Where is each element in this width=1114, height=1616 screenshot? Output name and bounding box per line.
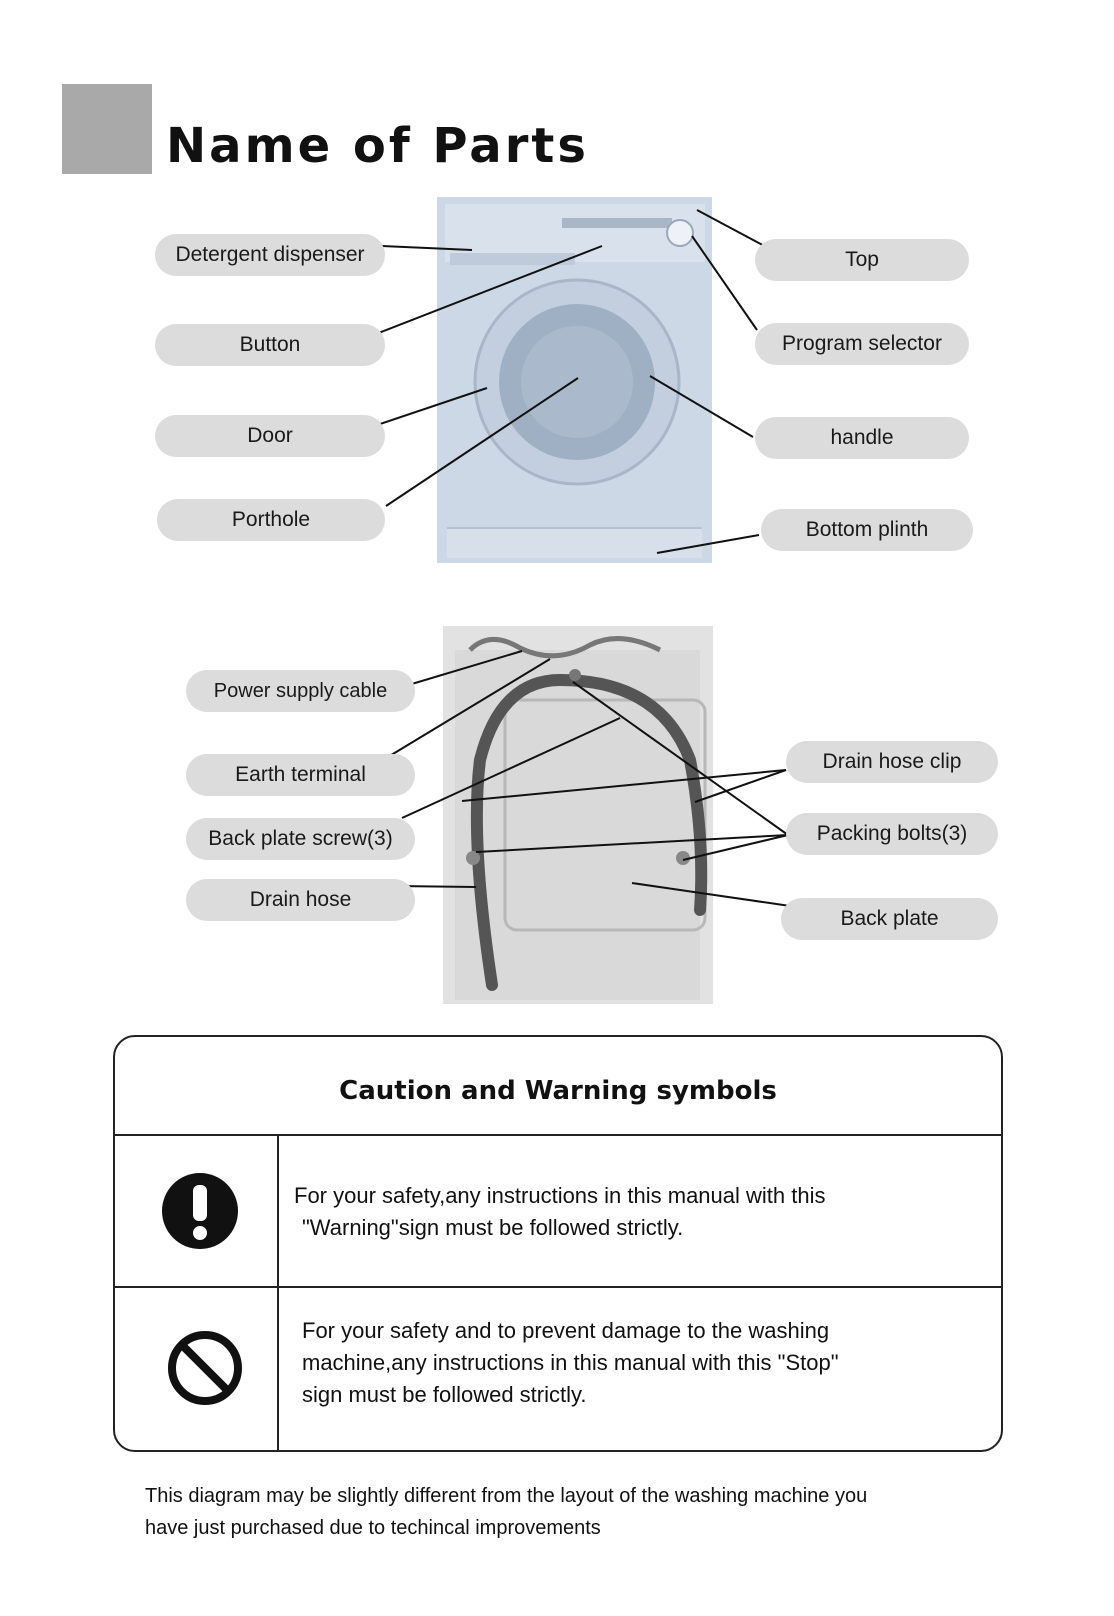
label-porthole: Porthole xyxy=(157,499,385,541)
warning-text-line: "Warning"sign must be followed strictly. xyxy=(302,1215,684,1240)
prohibition-icon xyxy=(165,1328,245,1408)
table-divider xyxy=(113,1134,1003,1136)
stop-text-line: machine,any instructions in this manual with this "Stop" xyxy=(302,1350,839,1375)
label-top: Top xyxy=(755,239,969,281)
exclamation-circle-icon xyxy=(160,1171,240,1251)
label-detergent-dispenser: Detergent dispenser xyxy=(155,234,385,276)
label-drain-hose: Drain hose xyxy=(186,879,415,921)
warning-description xyxy=(294,1180,994,1244)
label-door: Door xyxy=(155,415,385,457)
label-earth-terminal: Earth terminal xyxy=(186,754,415,796)
warning-text-line: For your safety,any instructions in this manual with this xyxy=(294,1183,826,1208)
label-program-selector: Program selector xyxy=(755,323,969,365)
label-packing-bolts: Packing bolts(3) xyxy=(786,813,998,855)
label-button: Button xyxy=(155,324,385,366)
stop-text-line: sign must be followed strictly. xyxy=(302,1382,587,1407)
table-divider xyxy=(113,1286,1003,1288)
footer-line: have just purchased due to techincal improvements xyxy=(145,1517,601,1539)
label-handle: handle xyxy=(755,417,969,459)
page-title: Name of Parts xyxy=(166,118,589,174)
label-power-supply-cable: Power supply cable xyxy=(186,670,415,712)
label-back-plate: Back plate xyxy=(781,898,998,940)
footer-note xyxy=(145,1480,1005,1544)
label-drain-hose-clip: Drain hose clip xyxy=(786,741,998,783)
footer-line: This diagram may be slightly different from the layout of the washing machine you xyxy=(145,1485,868,1507)
stop-description xyxy=(302,1315,1002,1411)
table-column-divider xyxy=(277,1134,279,1451)
label-bottom-plinth: Bottom plinth xyxy=(761,509,973,551)
label-back-plate-screw: Back plate screw(3) xyxy=(186,818,415,860)
caution-title: Caution and Warning symbols xyxy=(339,1076,777,1106)
stop-text-line: For your safety and to prevent damage to the washing xyxy=(302,1318,830,1343)
washing-machine-back-illustration xyxy=(443,626,713,1004)
